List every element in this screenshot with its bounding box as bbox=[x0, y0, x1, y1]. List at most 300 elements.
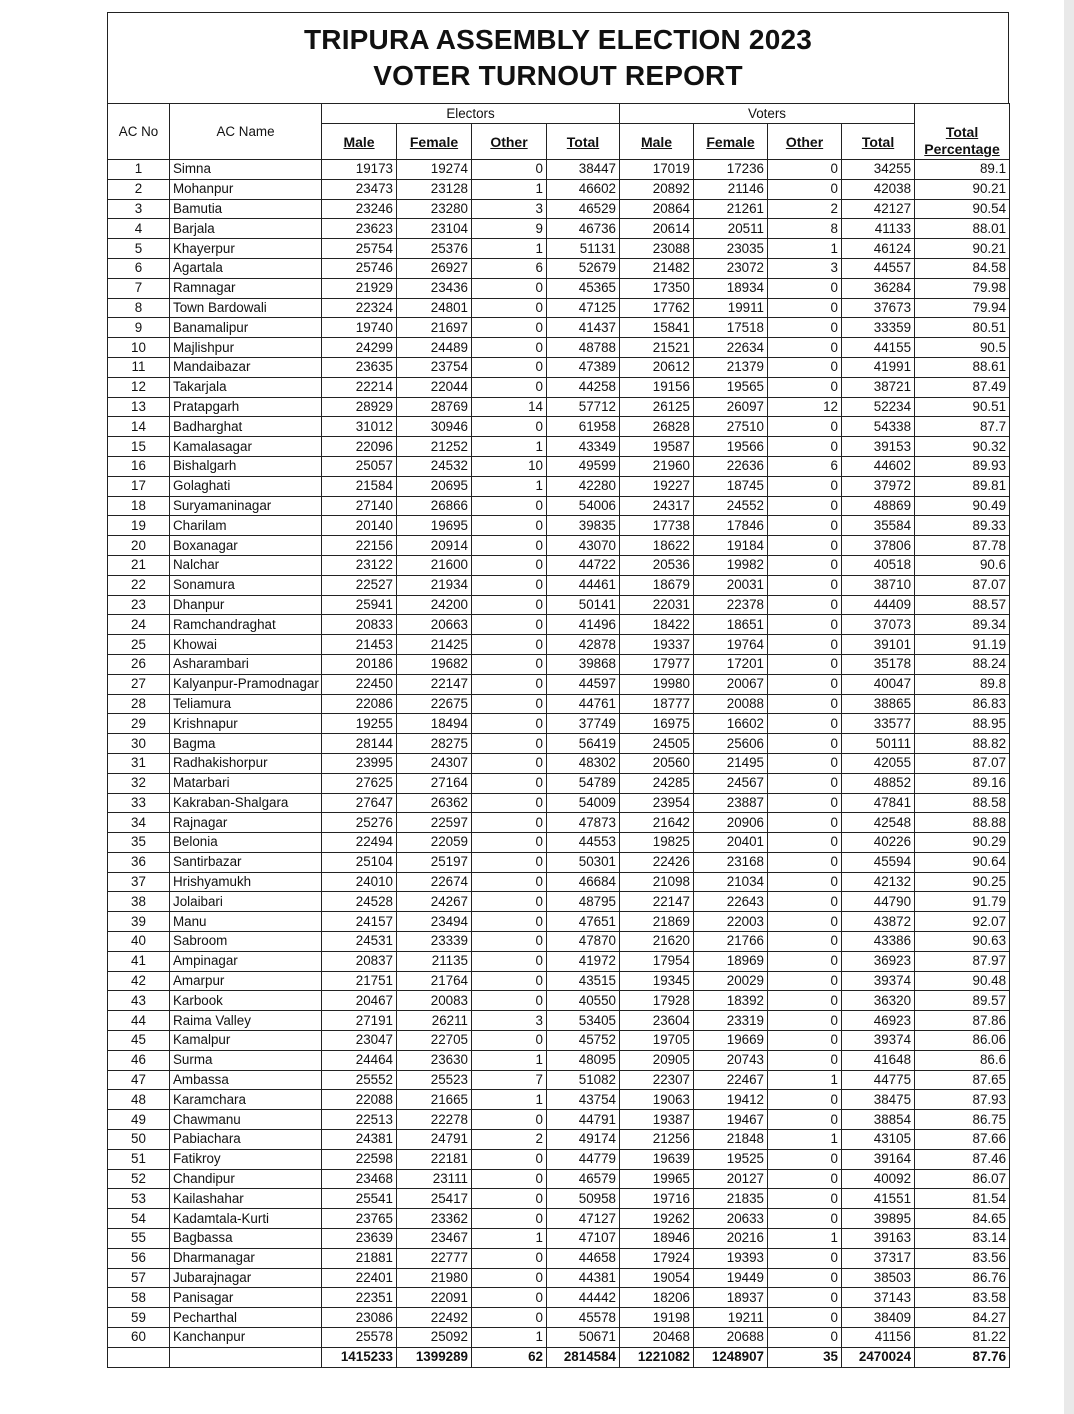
table-row bbox=[108, 1308, 1010, 1328]
cell-electors-female: 21697 bbox=[397, 318, 472, 338]
cell-total-percentage: 87.78 bbox=[915, 536, 1010, 556]
cell-electors-female: 22147 bbox=[397, 674, 472, 694]
cell-voters-female: 18934 bbox=[694, 278, 768, 298]
cell-electors-female: 20695 bbox=[397, 476, 472, 496]
cell-voters-male: 19198 bbox=[620, 1308, 694, 1328]
cell-electors-total: 48795 bbox=[547, 892, 620, 912]
cell-ac-no: 18 bbox=[108, 496, 170, 516]
cell-ac-no: 33 bbox=[108, 793, 170, 813]
cell-voters-total: 39153 bbox=[842, 437, 915, 457]
cell-voters-female: 19982 bbox=[694, 555, 768, 575]
cell-ac-name: Bamutia bbox=[170, 199, 322, 219]
cell-electors-other: 0 bbox=[472, 516, 547, 536]
cell-voters-female: 16602 bbox=[694, 714, 768, 734]
table-row bbox=[108, 1288, 1010, 1308]
cell-electors-male: 28144 bbox=[322, 734, 397, 754]
cell-voters-male: 18206 bbox=[620, 1288, 694, 1308]
cell-electors-other: 0 bbox=[472, 298, 547, 318]
cell-voters-total: 38710 bbox=[842, 575, 915, 595]
cell-ac-name: Amarpur bbox=[170, 971, 322, 991]
cell-electors-male: 27625 bbox=[322, 773, 397, 793]
total-electors-male: 1415233 bbox=[322, 1347, 397, 1367]
cell-ac-no: 37 bbox=[108, 872, 170, 892]
cell-voters-male: 19156 bbox=[620, 377, 694, 397]
turnout-table bbox=[107, 103, 1010, 1368]
header-ac-name: AC Name bbox=[170, 104, 322, 160]
cell-electors-male: 22351 bbox=[322, 1288, 397, 1308]
cell-voters-total: 45594 bbox=[842, 852, 915, 872]
cell-electors-female: 23630 bbox=[397, 1050, 472, 1070]
cell-voters-other: 1 bbox=[768, 1229, 842, 1249]
cell-total-percentage: 86.6 bbox=[915, 1050, 1010, 1070]
cell-electors-other: 0 bbox=[472, 773, 547, 793]
cell-electors-female: 22181 bbox=[397, 1149, 472, 1169]
cell-total-percentage: 90.25 bbox=[915, 872, 1010, 892]
cell-voters-female: 26097 bbox=[694, 397, 768, 417]
cell-electors-other: 0 bbox=[472, 417, 547, 437]
cell-voters-total: 42548 bbox=[842, 813, 915, 833]
cell-ac-no: 28 bbox=[108, 694, 170, 714]
cell-voters-male: 20864 bbox=[620, 199, 694, 219]
cell-ac-no: 1 bbox=[108, 160, 170, 180]
cell-electors-male: 24464 bbox=[322, 1050, 397, 1070]
cell-electors-female: 20083 bbox=[397, 991, 472, 1011]
cell-total-percentage: 90.54 bbox=[915, 199, 1010, 219]
cell-electors-total: 53405 bbox=[547, 1011, 620, 1031]
cell-voters-male: 20892 bbox=[620, 179, 694, 199]
cell-ac-name: Majlishpur bbox=[170, 338, 322, 358]
cell-electors-other: 0 bbox=[472, 1209, 547, 1229]
cell-electors-male: 23468 bbox=[322, 1169, 397, 1189]
table-row bbox=[108, 1268, 1010, 1288]
cell-voters-total: 41156 bbox=[842, 1328, 915, 1348]
cell-total-percentage: 87.46 bbox=[915, 1149, 1010, 1169]
cell-electors-female: 21135 bbox=[397, 951, 472, 971]
cell-ac-no: 34 bbox=[108, 813, 170, 833]
cell-electors-female: 24489 bbox=[397, 338, 472, 358]
cell-voters-male: 19587 bbox=[620, 437, 694, 457]
cell-total-percentage: 90.49 bbox=[915, 496, 1010, 516]
table-row bbox=[108, 674, 1010, 694]
cell-electors-total: 43349 bbox=[547, 437, 620, 457]
cell-electors-total: 43754 bbox=[547, 1090, 620, 1110]
cell-voters-female: 18937 bbox=[694, 1288, 768, 1308]
cell-voters-total: 38409 bbox=[842, 1308, 915, 1328]
cell-voters-other: 0 bbox=[768, 714, 842, 734]
cell-voters-total: 44155 bbox=[842, 338, 915, 358]
table-row bbox=[108, 476, 1010, 496]
cell-voters-other: 0 bbox=[768, 298, 842, 318]
cell-ac-no: 30 bbox=[108, 734, 170, 754]
cell-electors-other: 0 bbox=[472, 1110, 547, 1130]
cell-ac-name: Ampinagar bbox=[170, 951, 322, 971]
cell-voters-other: 0 bbox=[768, 951, 842, 971]
cell-electors-female: 23280 bbox=[397, 199, 472, 219]
cell-voters-total: 43386 bbox=[842, 932, 915, 952]
cell-electors-female: 25523 bbox=[397, 1070, 472, 1090]
cell-voters-total: 37972 bbox=[842, 476, 915, 496]
cell-voters-other: 0 bbox=[768, 635, 842, 655]
cell-voters-total: 37317 bbox=[842, 1248, 915, 1268]
cell-voters-female: 22467 bbox=[694, 1070, 768, 1090]
header-ac-no: AC No bbox=[108, 104, 170, 160]
cell-voters-male: 20560 bbox=[620, 753, 694, 773]
cell-electors-female: 22059 bbox=[397, 833, 472, 853]
cell-electors-male: 23765 bbox=[322, 1209, 397, 1229]
table-row bbox=[108, 555, 1010, 575]
cell-ac-name: Radhakishorpur bbox=[170, 753, 322, 773]
cell-ac-name: Town Bardowali bbox=[170, 298, 322, 318]
cell-electors-male: 22156 bbox=[322, 536, 397, 556]
cell-ac-name: Chandipur bbox=[170, 1169, 322, 1189]
cell-electors-female: 21600 bbox=[397, 555, 472, 575]
total-ac-name bbox=[170, 1347, 322, 1367]
cell-ac-name: Banamalipur bbox=[170, 318, 322, 338]
table-row bbox=[108, 852, 1010, 872]
cell-voters-other: 0 bbox=[768, 734, 842, 754]
table-row bbox=[108, 1130, 1010, 1150]
title-box bbox=[107, 12, 1009, 103]
cell-voters-male: 17762 bbox=[620, 298, 694, 318]
cell-voters-female: 22643 bbox=[694, 892, 768, 912]
table-row bbox=[108, 338, 1010, 358]
cell-ac-no: 23 bbox=[108, 595, 170, 615]
cell-voters-female: 21379 bbox=[694, 357, 768, 377]
cell-electors-total: 47870 bbox=[547, 932, 620, 952]
cell-voters-total: 44790 bbox=[842, 892, 915, 912]
cell-ac-name: Chawmanu bbox=[170, 1110, 322, 1130]
cell-voters-total: 37673 bbox=[842, 298, 915, 318]
cell-voters-male: 17924 bbox=[620, 1248, 694, 1268]
cell-total-percentage: 89.34 bbox=[915, 615, 1010, 635]
table-row bbox=[108, 575, 1010, 595]
cell-voters-male: 19337 bbox=[620, 635, 694, 655]
cell-voters-male: 19262 bbox=[620, 1209, 694, 1229]
cell-voters-male: 15841 bbox=[620, 318, 694, 338]
cell-total-percentage: 79.98 bbox=[915, 278, 1010, 298]
cell-voters-male: 24317 bbox=[620, 496, 694, 516]
cell-voters-female: 20127 bbox=[694, 1169, 768, 1189]
cell-total-percentage: 87.65 bbox=[915, 1070, 1010, 1090]
cell-electors-total: 41972 bbox=[547, 951, 620, 971]
cell-total-percentage: 89.93 bbox=[915, 456, 1010, 476]
cell-electors-female: 26866 bbox=[397, 496, 472, 516]
table-row bbox=[108, 912, 1010, 932]
cell-electors-total: 39835 bbox=[547, 516, 620, 536]
header-voters-male: Male bbox=[620, 124, 694, 160]
cell-electors-male: 23623 bbox=[322, 219, 397, 239]
cell-electors-total: 47389 bbox=[547, 357, 620, 377]
cell-voters-other: 0 bbox=[768, 555, 842, 575]
cell-ac-name: Pecharthal bbox=[170, 1308, 322, 1328]
header-total-percentage: Total Percentage bbox=[915, 124, 1010, 160]
cell-voters-other: 0 bbox=[768, 536, 842, 556]
cell-ac-no: 60 bbox=[108, 1328, 170, 1348]
cell-total-percentage: 80.51 bbox=[915, 318, 1010, 338]
cell-electors-other: 0 bbox=[472, 714, 547, 734]
total-voters-male: 1221082 bbox=[620, 1347, 694, 1367]
table-row bbox=[108, 654, 1010, 674]
cell-electors-total: 38447 bbox=[547, 160, 620, 180]
cell-electors-male: 25276 bbox=[322, 813, 397, 833]
cell-total-percentage: 87.93 bbox=[915, 1090, 1010, 1110]
cell-voters-male: 18777 bbox=[620, 694, 694, 714]
cell-ac-name: Belonia bbox=[170, 833, 322, 853]
cell-electors-male: 23639 bbox=[322, 1229, 397, 1249]
cell-ac-name: Badharghat bbox=[170, 417, 322, 437]
cell-electors-female: 28769 bbox=[397, 397, 472, 417]
cell-voters-male: 24505 bbox=[620, 734, 694, 754]
cell-ac-no: 20 bbox=[108, 536, 170, 556]
cell-electors-male: 22527 bbox=[322, 575, 397, 595]
table-row bbox=[108, 219, 1010, 239]
cell-electors-total: 41496 bbox=[547, 615, 620, 635]
cell-voters-total: 35178 bbox=[842, 654, 915, 674]
cell-voters-total: 38854 bbox=[842, 1110, 915, 1130]
cell-ac-name: Dharmanagar bbox=[170, 1248, 322, 1268]
cell-electors-female: 24307 bbox=[397, 753, 472, 773]
cell-ac-no: 15 bbox=[108, 437, 170, 457]
cell-electors-total: 44658 bbox=[547, 1248, 620, 1268]
cell-electors-total: 44779 bbox=[547, 1149, 620, 1169]
cell-electors-total: 46684 bbox=[547, 872, 620, 892]
cell-voters-male: 23088 bbox=[620, 239, 694, 259]
cell-voters-total: 33359 bbox=[842, 318, 915, 338]
cell-total-percentage: 88.95 bbox=[915, 714, 1010, 734]
header-electors-female: Female bbox=[397, 124, 472, 160]
cell-electors-female: 27164 bbox=[397, 773, 472, 793]
cell-voters-other: 0 bbox=[768, 1328, 842, 1348]
cell-electors-total: 52679 bbox=[547, 258, 620, 278]
cell-ac-name: Ramnagar bbox=[170, 278, 322, 298]
cell-electors-total: 50141 bbox=[547, 595, 620, 615]
cell-electors-male: 20140 bbox=[322, 516, 397, 536]
cell-electors-male: 20833 bbox=[322, 615, 397, 635]
cell-voters-female: 20067 bbox=[694, 674, 768, 694]
cell-electors-male: 25578 bbox=[322, 1328, 397, 1348]
cell-ac-no: 59 bbox=[108, 1308, 170, 1328]
cell-voters-total: 37073 bbox=[842, 615, 915, 635]
cell-electors-male: 19740 bbox=[322, 318, 397, 338]
header-electors: Electors bbox=[322, 104, 620, 124]
cell-total-percentage: 89.57 bbox=[915, 991, 1010, 1011]
table-row bbox=[108, 1110, 1010, 1130]
cell-voters-female: 17201 bbox=[694, 654, 768, 674]
cell-voters-other: 12 bbox=[768, 397, 842, 417]
cell-ac-name: Karbook bbox=[170, 991, 322, 1011]
cell-electors-total: 48788 bbox=[547, 338, 620, 358]
cell-electors-male: 27647 bbox=[322, 793, 397, 813]
cell-ac-no: 12 bbox=[108, 377, 170, 397]
cell-ac-no: 19 bbox=[108, 516, 170, 536]
header-voters-other: Other bbox=[768, 124, 842, 160]
cell-voters-total: 39163 bbox=[842, 1229, 915, 1249]
cell-electors-other: 0 bbox=[472, 1308, 547, 1328]
cell-voters-male: 17350 bbox=[620, 278, 694, 298]
cell-ac-name: Surma bbox=[170, 1050, 322, 1070]
cell-ac-no: 57 bbox=[108, 1268, 170, 1288]
cell-voters-male: 20612 bbox=[620, 357, 694, 377]
cell-voters-total: 38865 bbox=[842, 694, 915, 714]
cell-total-percentage: 90.6 bbox=[915, 555, 1010, 575]
table-row bbox=[108, 793, 1010, 813]
cell-electors-female: 23339 bbox=[397, 932, 472, 952]
cell-electors-female: 19695 bbox=[397, 516, 472, 536]
cell-voters-male: 17738 bbox=[620, 516, 694, 536]
cell-voters-female: 19911 bbox=[694, 298, 768, 318]
cell-ac-name: Kamalpur bbox=[170, 1031, 322, 1051]
cell-total-percentage: 90.21 bbox=[915, 179, 1010, 199]
cell-electors-male: 31012 bbox=[322, 417, 397, 437]
cell-voters-male: 17019 bbox=[620, 160, 694, 180]
cell-voters-total: 41551 bbox=[842, 1189, 915, 1209]
cell-electors-other: 1 bbox=[472, 476, 547, 496]
cell-electors-female: 21425 bbox=[397, 635, 472, 655]
cell-voters-female: 20216 bbox=[694, 1229, 768, 1249]
cell-electors-total: 46529 bbox=[547, 199, 620, 219]
total-voters-female: 1248907 bbox=[694, 1347, 768, 1367]
table-row bbox=[108, 1031, 1010, 1051]
cell-ac-name: Kanchanpur bbox=[170, 1328, 322, 1348]
cell-electors-other: 14 bbox=[472, 397, 547, 417]
table-row bbox=[108, 1149, 1010, 1169]
cell-ac-no: 40 bbox=[108, 932, 170, 952]
cell-total-percentage: 90.5 bbox=[915, 338, 1010, 358]
table-row bbox=[108, 496, 1010, 516]
cell-electors-other: 0 bbox=[472, 575, 547, 595]
cell-electors-male: 22513 bbox=[322, 1110, 397, 1130]
cell-electors-other: 3 bbox=[472, 199, 547, 219]
cell-electors-female: 22777 bbox=[397, 1248, 472, 1268]
page-edge bbox=[1064, 0, 1074, 1414]
cell-voters-other: 0 bbox=[768, 377, 842, 397]
cell-electors-other: 0 bbox=[472, 338, 547, 358]
cell-voters-other: 0 bbox=[768, 892, 842, 912]
cell-total-percentage: 89.81 bbox=[915, 476, 1010, 496]
cell-voters-female: 21835 bbox=[694, 1189, 768, 1209]
cell-ac-no: 46 bbox=[108, 1050, 170, 1070]
header-electors-other: Other bbox=[472, 124, 547, 160]
cell-voters-total: 34255 bbox=[842, 160, 915, 180]
cell-voters-female: 20088 bbox=[694, 694, 768, 714]
cell-electors-other: 3 bbox=[472, 1011, 547, 1031]
cell-ac-name: Charilam bbox=[170, 516, 322, 536]
cell-voters-total: 44409 bbox=[842, 595, 915, 615]
cell-voters-male: 19054 bbox=[620, 1268, 694, 1288]
cell-ac-name: Mohanpur bbox=[170, 179, 322, 199]
cell-total-percentage: 89.33 bbox=[915, 516, 1010, 536]
cell-voters-female: 20688 bbox=[694, 1328, 768, 1348]
cell-voters-male: 24285 bbox=[620, 773, 694, 793]
cell-voters-other: 0 bbox=[768, 753, 842, 773]
cell-total-percentage: 86.83 bbox=[915, 694, 1010, 714]
cell-ac-name: Kailashahar bbox=[170, 1189, 322, 1209]
cell-electors-total: 47873 bbox=[547, 813, 620, 833]
cell-electors-total: 44553 bbox=[547, 833, 620, 853]
cell-electors-total: 50958 bbox=[547, 1189, 620, 1209]
cell-electors-female: 22492 bbox=[397, 1308, 472, 1328]
cell-voters-female: 22003 bbox=[694, 912, 768, 932]
cell-electors-total: 43070 bbox=[547, 536, 620, 556]
cell-electors-total: 40550 bbox=[547, 991, 620, 1011]
cell-voters-other: 0 bbox=[768, 179, 842, 199]
cell-voters-total: 40047 bbox=[842, 674, 915, 694]
cell-electors-female: 26211 bbox=[397, 1011, 472, 1031]
cell-voters-other: 0 bbox=[768, 1268, 842, 1288]
total-electors-other: 62 bbox=[472, 1347, 547, 1367]
cell-voters-total: 40226 bbox=[842, 833, 915, 853]
cell-electors-male: 25941 bbox=[322, 595, 397, 615]
cell-voters-female: 22636 bbox=[694, 456, 768, 476]
cell-electors-total: 47125 bbox=[547, 298, 620, 318]
table-row bbox=[108, 595, 1010, 615]
cell-voters-male: 17954 bbox=[620, 951, 694, 971]
cell-ac-name: Nalchar bbox=[170, 555, 322, 575]
cell-voters-female: 23035 bbox=[694, 239, 768, 259]
table-row bbox=[108, 516, 1010, 536]
cell-total-percentage: 86.07 bbox=[915, 1169, 1010, 1189]
cell-electors-male: 19255 bbox=[322, 714, 397, 734]
cell-ac-no: 29 bbox=[108, 714, 170, 734]
cell-electors-other: 0 bbox=[472, 991, 547, 1011]
cell-voters-female: 19211 bbox=[694, 1308, 768, 1328]
cell-electors-total: 49599 bbox=[547, 456, 620, 476]
cell-voters-total: 42127 bbox=[842, 199, 915, 219]
cell-electors-total: 44258 bbox=[547, 377, 620, 397]
cell-voters-total: 44557 bbox=[842, 258, 915, 278]
table-row bbox=[108, 1328, 1010, 1348]
cell-voters-total: 48852 bbox=[842, 773, 915, 793]
cell-electors-male: 25541 bbox=[322, 1189, 397, 1209]
table-row bbox=[108, 377, 1010, 397]
cell-electors-other: 0 bbox=[472, 852, 547, 872]
cell-voters-female: 21034 bbox=[694, 872, 768, 892]
cell-electors-total: 44461 bbox=[547, 575, 620, 595]
cell-ac-no: 13 bbox=[108, 397, 170, 417]
table-row bbox=[108, 971, 1010, 991]
cell-voters-male: 21482 bbox=[620, 258, 694, 278]
cell-voters-total: 44602 bbox=[842, 456, 915, 476]
cell-electors-female: 23467 bbox=[397, 1229, 472, 1249]
cell-voters-male: 21098 bbox=[620, 872, 694, 892]
table-row bbox=[108, 199, 1010, 219]
cell-total-percentage: 90.51 bbox=[915, 397, 1010, 417]
cell-electors-total: 44381 bbox=[547, 1268, 620, 1288]
cell-electors-male: 22324 bbox=[322, 298, 397, 318]
cell-voters-total: 33577 bbox=[842, 714, 915, 734]
cell-voters-male: 17977 bbox=[620, 654, 694, 674]
cell-total-percentage: 87.49 bbox=[915, 377, 1010, 397]
cell-electors-female: 20663 bbox=[397, 615, 472, 635]
cell-electors-male: 21751 bbox=[322, 971, 397, 991]
table-row bbox=[108, 1169, 1010, 1189]
cell-ac-name: Kadamtala-Kurti bbox=[170, 1209, 322, 1229]
cell-total-percentage: 91.19 bbox=[915, 635, 1010, 655]
cell-ac-name: Kalyanpur-Pramodnagar bbox=[170, 674, 322, 694]
cell-voters-male: 22031 bbox=[620, 595, 694, 615]
cell-voters-male: 26828 bbox=[620, 417, 694, 437]
cell-ac-no: 56 bbox=[108, 1248, 170, 1268]
cell-electors-other: 0 bbox=[472, 813, 547, 833]
report-sheet bbox=[107, 12, 1009, 1368]
cell-electors-other: 0 bbox=[472, 278, 547, 298]
cell-ac-no: 10 bbox=[108, 338, 170, 358]
cell-electors-male: 23047 bbox=[322, 1031, 397, 1051]
cell-ac-name: Raima Valley bbox=[170, 1011, 322, 1031]
cell-electors-total: 42280 bbox=[547, 476, 620, 496]
cell-ac-no: 51 bbox=[108, 1149, 170, 1169]
cell-electors-female: 21934 bbox=[397, 575, 472, 595]
